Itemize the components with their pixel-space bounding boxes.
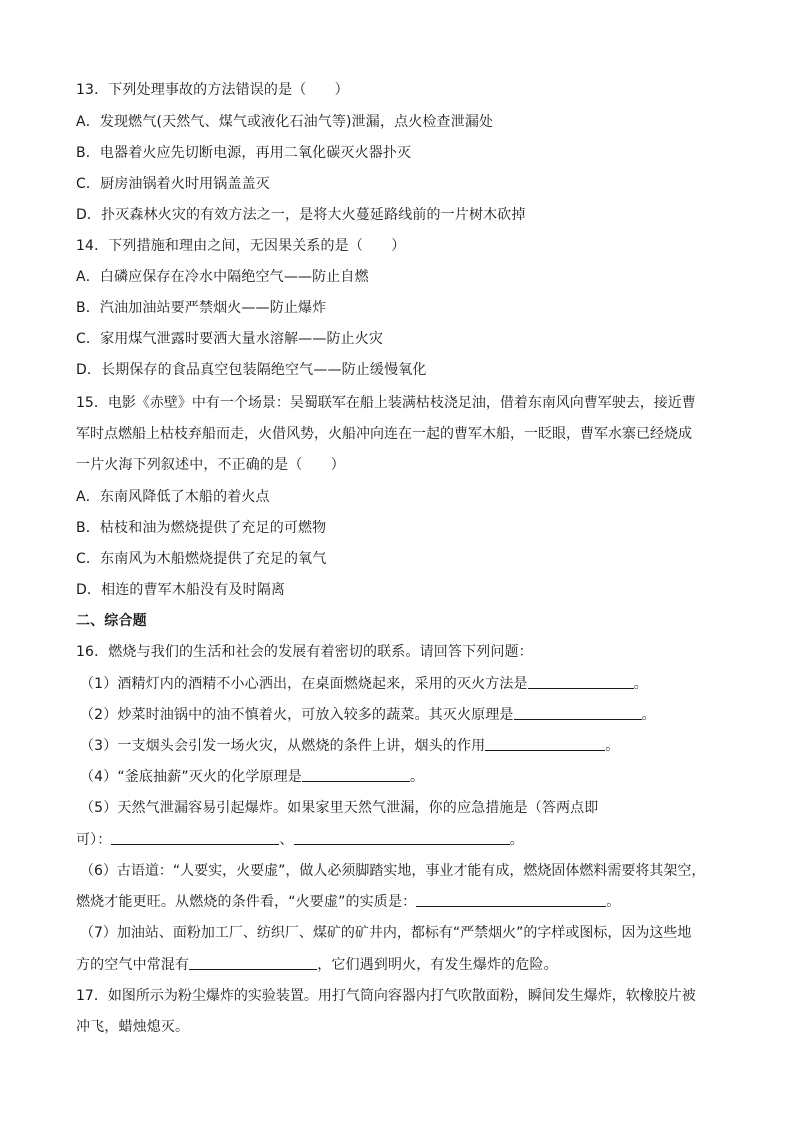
q16-part2-blank[interactable]: [514, 705, 642, 720]
q16-part6-end: 。: [606, 894, 621, 910]
q16-part5-blank-1[interactable]: [111, 830, 279, 845]
q16-part1-blank[interactable]: [528, 674, 634, 689]
q16-part4-text: （4）“釜底抽薪”灭火的化学原理是: [80, 769, 302, 785]
q16-part6-line2: [76, 892, 620, 912]
q16-part4-end: 。: [409, 769, 425, 785]
q16-part6-blank[interactable]: [416, 892, 606, 907]
q16-part3-blank[interactable]: [485, 736, 605, 751]
q15-option-b: B．枯枝和油为燃烧提供了充足的可燃物: [76, 520, 327, 536]
q15-stem-line2: 军时点燃船上枯枝弃船而走，火借风势，火船冲向连在一起的曹军木船，一眨眼，曹军水寨已经烧成: [76, 426, 692, 442]
q16-part7-line1: （7）加油站、面粉加工厂、纺织厂、煤矿的矿井内，都标有“严禁烟火”的字样或图标，因为这些地: [80, 925, 692, 941]
q13-option-b: B．电器着火应先切断电源，再用二氧化碳灭火器扑灭: [76, 145, 412, 161]
q15-option-c: C．东南风为木船燃烧提供了充足的氧气: [76, 551, 327, 567]
q14-option-d: D．长期保存的食品真空包装隔绝空气——防止缓慢氧化: [76, 362, 427, 378]
q13-option-a: A．发现燃气(天然气、煤气或液化石油气等)泄漏，点火检查泄漏处: [76, 114, 494, 130]
q14-option-c: C．家用煤气泄露时要洒大量水溶解——防止火灾: [76, 331, 384, 347]
q17-stem-line1: 17．如图所示为粉尘爆炸的实验装置。用打气筒向容器内打气吹散面粉，瞬间发生爆炸，软橡胶片被: [76, 988, 696, 1004]
q17-stem-line2: 冲飞，蜡烛熄灭。: [76, 1019, 190, 1035]
q13-option-d: D．扑灭森林火灾的有效方法之一，是将大火蔓延路线前的一片树木砍掉: [76, 207, 526, 223]
q16-part3: [80, 736, 619, 756]
q16-part5-end: 。: [509, 832, 524, 848]
q14-option-a: A．白磷应保存在冷水中隔绝空气——防止自燃: [76, 269, 369, 285]
q16-part2-end: 。: [641, 707, 656, 723]
q16-part7-text: 方的空气中常混有: [76, 957, 190, 973]
q16-part1-end: 。: [633, 676, 648, 692]
q16-stem: 16．燃烧与我们的生活和社会的发展有着密切的联系。请回答下列问题：: [76, 644, 533, 660]
q16-part5-line2: [76, 830, 524, 850]
q16-part2-text: （2）炒菜时油锅中的油不慎着火，可放入较多的蔬菜。其灭火原理是: [80, 707, 514, 723]
q16-part3-end: 。: [605, 738, 620, 754]
q14-option-b: B．汽油加油站要严禁烟火——防止爆炸: [76, 300, 327, 316]
q16-part7-blank[interactable]: [189, 955, 317, 970]
q16-part5-sep: 、: [279, 832, 294, 848]
q15-stem-line1: 15．电影《赤壁》中有一个场景：吴蜀联军在船上装满枯枝浇足油，借着东南风向曹军驶去，接近曹: [76, 395, 696, 411]
q15-stem-line3: 一片火海下列叙述中，不正确的是（ ）: [76, 457, 345, 473]
q16-part5-text: 可）：: [76, 832, 112, 848]
q16-part7-text-end: ，它们遇到明火，有发生爆炸的危险。: [317, 957, 558, 973]
q16-part1: [80, 674, 648, 694]
q16-part6-line1: （6）古语道：“人要实，火要虚”，做人必须脚踏实地，事业才能有成，燃烧固体燃料需要将其架空，: [80, 863, 706, 879]
q16-part1-text: （1）酒精灯内的酒精不小心洒出，在桌面燃烧起来，采用的灭火方法是: [80, 676, 528, 692]
q16-part3-text: （3）一支烟头会引发一场火灾，从燃烧的条件上讲，烟头的作用: [80, 738, 486, 754]
q16-part7-line2: [76, 955, 558, 975]
q16-part4: [80, 767, 424, 787]
q16-part6-text: 燃烧才能更旺。从燃烧的条件看，“火要虚”的实质是：: [76, 894, 417, 910]
section-heading: 二、综合题: [76, 613, 147, 629]
q13-option-c: C．厨房油锅着火时用锅盖盖灭: [76, 176, 270, 192]
q16-part4-blank[interactable]: [302, 767, 410, 782]
q15-option-d: D．相连的曹军木船没有及时隔离: [76, 582, 286, 598]
q16-part5-blank-2[interactable]: [294, 830, 510, 845]
q15-option-a: A．东南风降低了木船的着火点: [76, 489, 270, 505]
q16-part2: [80, 705, 656, 725]
q13-stem: 13．下列处理事故的方法错误的是（ ）: [76, 82, 349, 98]
q16-part5-line1: （5）天然气泄漏容易引起爆炸。如果家里天然气泄漏，你的应急措施是（答两点即: [80, 800, 599, 816]
q14-stem: 14．下列措施和理由之间，无因果关系的是（ ）: [76, 238, 406, 254]
